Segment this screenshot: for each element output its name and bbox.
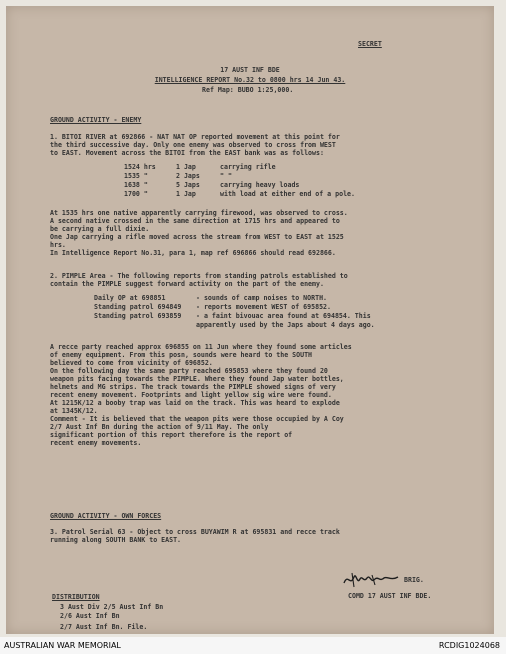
patrol-report: apparently used by the Japs about 4 days ago.	[196, 321, 375, 329]
para2b-line-6: helmets and MG strips. The track towards the PIMPLE showed signs of very	[50, 383, 336, 391]
unit-heading: 17 AUST INF BDE	[220, 66, 280, 74]
para2b-line-4: On the following day the same party reached 695853 where they found 20	[50, 367, 328, 375]
signature-rank: BRIG.	[404, 576, 424, 584]
section-enemy-heading: GROUND ACTIVITY - ENEMY	[50, 116, 142, 124]
para2b-line-5: weapon pits facing towards the PIMPLE. Where they found Jap water bottles,	[50, 375, 344, 383]
para2b-line-7: recent enemy movement. Footprints and light yellow sig wire were found.	[50, 391, 332, 399]
para1b-line-2: A second native crossed in the same direction at 1715 hrs and appeared to	[50, 217, 340, 225]
patrol-name: Standing patrol 694849	[94, 303, 182, 311]
para3-line-1: 3. Patrol Serial 63 - Object to cross BUYAWIM R at 695831 and recce track	[50, 528, 340, 536]
para1-line-1: 1. BITOI RIVER at 692866 - NAT NAT OP reported movement at this point for	[50, 133, 340, 141]
para2b-line-1: A recce party reached approx 696855 on 11 Jun where they found some articles	[50, 343, 352, 351]
movement-time: 1638 "	[124, 181, 148, 189]
para2b-line-9: at 1345K/12.	[50, 407, 98, 415]
distribution-line: 2/7 Aust Inf Bn. File.	[60, 623, 148, 631]
patrol-name: Standing patrol 693859	[94, 312, 182, 320]
para1b-line-6: In Intelligence Report No.31, para 1, map ref 696866 should read 692866.	[50, 249, 336, 257]
para1-line-2: the third successive day. Only one enemy was observed to cross from WEST	[50, 141, 336, 149]
movement-time: 1535 "	[124, 172, 148, 180]
para3-line-2: running along SOUTH BANK to EAST.	[50, 536, 182, 544]
patrol-report: - reports movement WEST of 695852.	[196, 303, 331, 311]
para1b-line-4: One Jap carrying a rifle moved across the stream from WEST to EAST at 1525	[50, 233, 344, 241]
distribution-line: 2/6 Aust Inf Bn	[60, 612, 120, 620]
distribution-heading: DISTRIBUTION	[52, 593, 100, 601]
para2-line-2: contain the PIMPLE suggest forward activity on the part of the enemy.	[50, 280, 324, 288]
comment-line-3: significant portion of this report therefore is the report of	[50, 431, 293, 439]
movement-detail: carrying rifle	[220, 163, 276, 171]
document-sheet	[6, 6, 494, 634]
movement-detail: " "	[220, 172, 232, 180]
para1b-line-3: be carrying a full dixie.	[50, 225, 150, 233]
para1b-line-5: hrs.	[50, 241, 66, 249]
distribution-line: 3 Aust Div 2/5 Aust Inf Bn	[60, 603, 164, 611]
comment-line-4: recent enemy movements.	[50, 439, 142, 447]
comment-line-1: Comment - It is believed that the weapon pits were those occupied by A Coy	[50, 415, 344, 423]
movement-count: 5 Japs	[176, 181, 200, 189]
signature-image	[342, 569, 402, 591]
movement-count: 1 Jap	[176, 190, 196, 198]
movement-count: 1 Jap	[176, 163, 196, 171]
ref-map: Ref Map: BUBO 1:25,000.	[202, 86, 294, 94]
para1-line-3: to EAST. Movement across the BITOI from the EAST bank was as follows:	[50, 149, 324, 157]
section-own-forces-heading: GROUND ACTIVITY - OWN FORCES	[50, 512, 162, 520]
para2b-line-8: At 1215K/12 a booby trap was laid on the track. This was heard to explode	[50, 399, 340, 407]
report-title: INTELLIGENCE REPORT No.32 to 0800 hrs 14 Jun 43.	[154, 76, 346, 84]
para2b-line-2: of enemy equipment. From this posn, sounds were heard to the SOUTH	[50, 351, 313, 359]
movement-detail: with load at either end of a pole.	[220, 190, 355, 198]
movement-time: 1700 "	[124, 190, 148, 198]
para1b-line-1: At 1535 hrs one native apparently carrying firewood, was observed to cross.	[50, 209, 348, 217]
archive-reference: RCDIG1024068	[438, 641, 500, 650]
patrol-report: - sounds of camp noises to NORTH.	[196, 294, 328, 302]
signature-title: COMD 17 AUST INF BDE.	[348, 592, 432, 600]
patrol-name: Daily OP at 698851	[94, 294, 166, 302]
para2b-line-3: believed to come from vicinity of 696852.	[50, 359, 213, 367]
archive-footer	[0, 637, 506, 654]
archive-name: AUSTRALIAN WAR MEMORIAL	[4, 641, 121, 650]
movement-count: 2 Japs	[176, 172, 200, 180]
para2-line-1: 2. PIMPLE Area - The following reports from standing patrols established to	[50, 272, 348, 280]
patrol-report: - a faint bivouac area found at 694854. This	[196, 312, 371, 320]
movement-detail: carrying heavy loads	[220, 181, 300, 189]
classification-mark: SECRET	[358, 40, 382, 48]
movement-time: 1524 hrs	[124, 163, 156, 171]
comment-line-2: 2/7 Aust Inf Bn during the action of 9/11 May. The only	[50, 423, 269, 431]
